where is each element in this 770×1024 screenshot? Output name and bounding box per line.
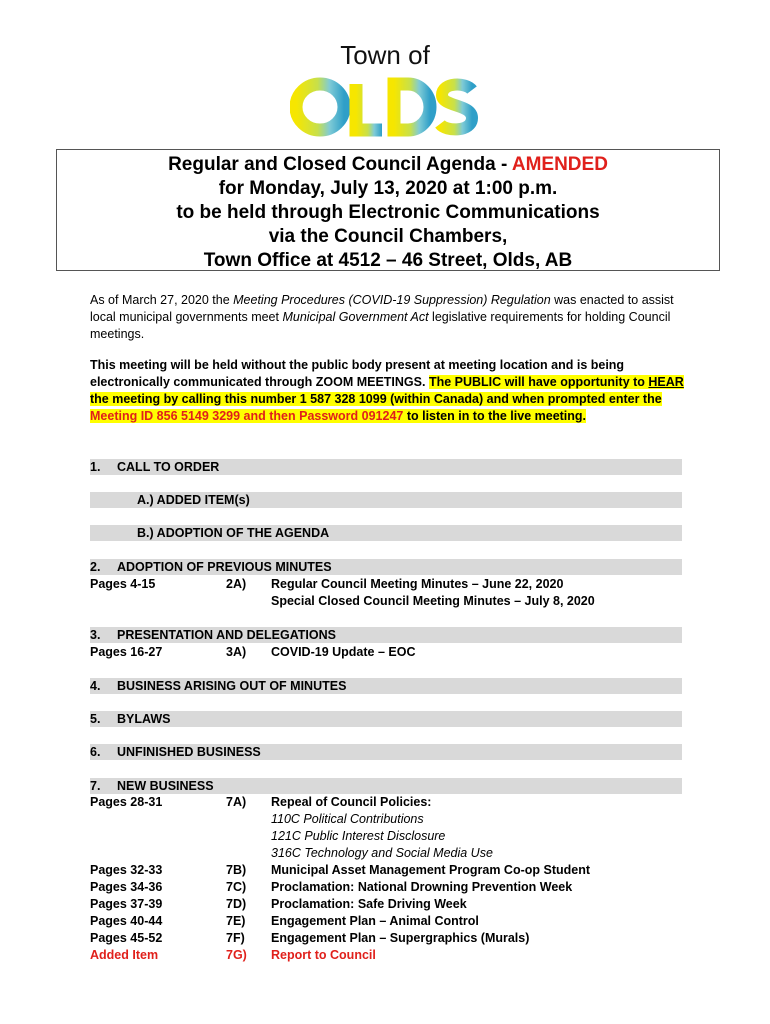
agenda-item-7b: Pages 32-33 7B) Municipal Asset Management Program Co-op Student <box>90 863 591 877</box>
agenda-item-7c: Pages 34-36 7C) Proclamation: National Drowning Prevention Week <box>90 880 573 894</box>
intro-paragraph: As of March 27, 2020 the Meeting Procedures (COVID-19 Suppression) Regulation was enacted to assist local municipal governments meet Municipal Government Act legislative requirements for holding Council meetings. <box>90 293 674 341</box>
title-line-2: for Monday, July 13, 2020 at 1:00 p.m. <box>218 178 558 199</box>
policy-121c: 121C Public Interest Disclosure <box>271 829 446 843</box>
title-line-1: Regular and Closed Council Agenda - AMENDED <box>168 154 608 175</box>
agenda-title-box <box>56 149 720 271</box>
section-bylaws: 5. BYLAWS <box>90 711 682 727</box>
logo-town-of-text: Town of <box>340 40 430 70</box>
agenda-item-7f: Pages 45-52 7F) Engagement Plan – Supergraphics (Murals) <box>90 931 530 945</box>
agenda-item-7a: Pages 28-31 7A) Repeal of Council Policies: <box>90 795 432 809</box>
section-call-to-order: 1. CALL TO ORDER <box>90 459 682 475</box>
section-unfinished-business: 6. UNFINISHED BUSINESS <box>90 744 682 760</box>
agenda-item-3a: Pages 16-27 3A) COVID-19 Update – EOC <box>90 645 416 659</box>
section-presentation-delegations: 3. PRESENTATION AND DELEGATIONS <box>90 627 682 643</box>
agenda-item-2a-second: Special Closed Council Meeting Minutes – July 8, 2020 <box>271 594 595 608</box>
meeting-id-password: Meeting ID 856 5149 3299 and then Password 091247 <box>90 409 404 423</box>
public-notice-highlight: The PUBLIC will have opportunity to HEAR the meeting by calling this number 1 587 328 1099 (within Canada) and when prompted enter the Meeting ID 856 5149 3299 and then Password 091247 to listen in to the live meeting. <box>90 375 684 423</box>
section-adoption-previous-minutes: 2. ADOPTION OF PREVIOUS MINUTES <box>90 559 682 575</box>
town-of-olds-logo <box>290 40 480 140</box>
agenda-item-2a: Pages 4-15 2A) Regular Council Meeting Minutes – June 22, 2020 <box>90 577 564 591</box>
policy-110c: 110C Political Contributions <box>271 812 424 826</box>
amended-label: AMENDED <box>511 154 608 175</box>
agenda-item-7d: Pages 37-39 7D) Proclamation: Safe Driving Week <box>90 897 467 911</box>
agenda-item-7g: Added Item 7G) Report to Council <box>90 948 376 962</box>
section-adoption-of-agenda: B.) ADOPTION OF THE AGENDA <box>90 525 682 541</box>
meeting-notice-paragraph: This meeting will be held without the public body present at meeting location and is being electronically communicated through ZOOM MEETINGS. The PUBLIC will have opportunity to HEAR the meeting by calling this number 1 587 328 1099 (within Canada) and when prompted enter the Meeting ID 856 5149 3299 and then Password 091247 to listen in to the live meeting. <box>90 358 684 423</box>
olds-logo-graphic <box>290 74 480 140</box>
title-line-5: Town Office at 4512 – 46 Street, Olds, AB <box>203 250 573 271</box>
section-new-business: 7. NEW BUSINESS <box>90 778 682 794</box>
title-line-4: via the Council Chambers, <box>268 226 508 247</box>
policy-316c: 316C Technology and Social Media Use <box>271 846 493 860</box>
agenda-item-7e: Pages 40-44 7E) Engagement Plan – Animal Control <box>90 914 479 928</box>
logo-olds-text: OLDS <box>290 74 293 75</box>
section-business-arising: 4. BUSINESS ARISING OUT OF MINUTES <box>90 678 682 694</box>
title-line-3: to be held through Electronic Communications <box>176 202 600 223</box>
section-added-items: A.) ADDED ITEM(s) <box>90 492 682 508</box>
